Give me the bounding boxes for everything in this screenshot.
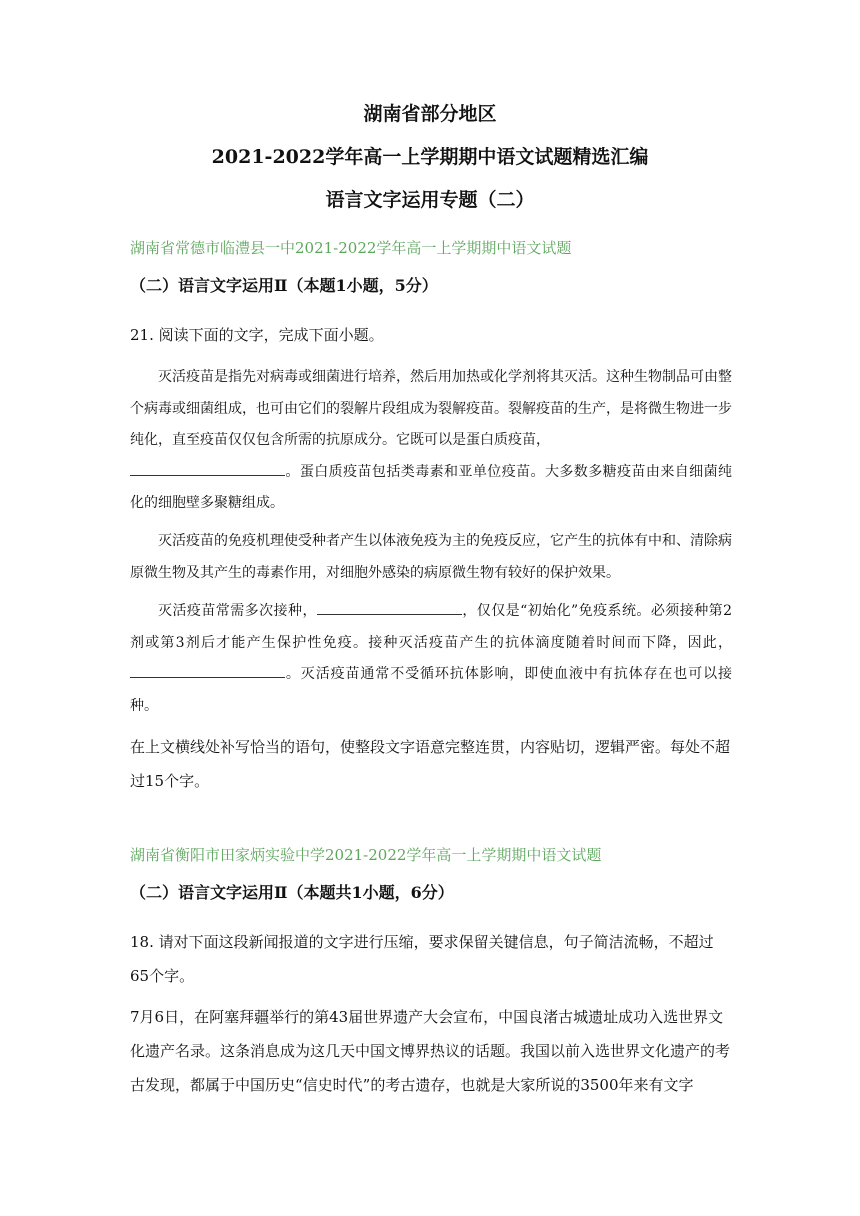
title-topic: 语言文字运用专题（二）: [325, 189, 535, 211]
title-exam: 2021-2022学年高一上学期期中语文试题精选汇编: [211, 146, 649, 168]
answer-blank-1[interactable]: [130, 461, 285, 476]
document-title-block: [0, 104, 860, 210]
section1-question: 21. 阅读下面的文字，完成下面小题。: [130, 326, 384, 344]
section1-heading: （二）语言文字运用Ⅱ（本题1小题，5分）: [130, 276, 438, 295]
answer-blank-3[interactable]: [130, 663, 285, 678]
answer-blank-2[interactable]: [317, 600, 462, 615]
section1-paragraph-3: [130, 596, 732, 722]
section1-source: 湖南省常德市临澧县一中2021-2022学年高一上学期期中语文试题: [130, 239, 572, 257]
section2-heading: （二）语言文字运用Ⅱ（本题共1小题，6分）: [130, 883, 454, 902]
paragraph-text: 。灭活疫苗通常不受循环抗体影响，即使血液中有抗体存在也可以接种。: [130, 666, 732, 714]
section2-question: 18. 请对下面这段新闻报道的文字进行压缩，要求保留关键信息，句子简洁流畅，不超过65个字。: [130, 933, 714, 985]
paragraph-text: 灭活疫苗是指先对病毒或细菌进行培养，然后用加热或化学剂将其灭活。这种生物制品可由整个病毒或细菌组成，也可由它们的裂解片段组成为裂解疫苗。裂解疫苗的生产，是将微生物进一步纯化，直至疫苗仅仅包含所需的抗原成分。它既可以是蛋白质疫苗，: [130, 369, 732, 448]
paragraph-text: 。蛋白质疫苗包括类毒素和亚单位疫苗。大多数多糖疫苗由来自细菌纯化的细胞壁多聚糖组成。: [130, 463, 732, 511]
title-region: 湖南省部分地区: [363, 103, 497, 125]
paragraph-text: 灭活疫苗常需多次接种，: [158, 603, 317, 619]
section1-instruction: 在上文横线处补写恰当的语句，使整段文字语意完整连贯，内容贴切，逻辑严密。每处不超过15个字。: [130, 738, 731, 790]
section2-passage: 7月6日，在阿塞拜疆举行的第43届世界遗产大会宣布，中国良渚古城遗址成功入选世界文化遗产名录。这条消息成为这几天中国文博界热议的话题。我国以前入选世界文化遗产的考古发现，都属于中国历史“信史时代”的考古遗存，也就是大家所说的3500年来有文字: [130, 1008, 731, 1094]
section2-source: 湖南省衡阳市田家炳实验中学2021-2022学年高一上学期期中语文试题: [130, 846, 602, 864]
section1-paragraph-1: [130, 362, 732, 520]
section1-paragraph-2: 灭活疫苗的免疫机理使受种者产生以体液免疫为主的免疫反应，它产生的抗体有中和、清除病原微生物及其产生的毒素作用，对细胞外感染的病原微生物有较好的保护效果。: [130, 533, 732, 581]
paragraph-text: ，仅仅是“初始化”免疫系统。必须接种第2剂或第3剂后才能产生保护性免疫。接种灭活疫苗产生的抗体滴度随着时间而下降，因此，: [130, 603, 732, 651]
